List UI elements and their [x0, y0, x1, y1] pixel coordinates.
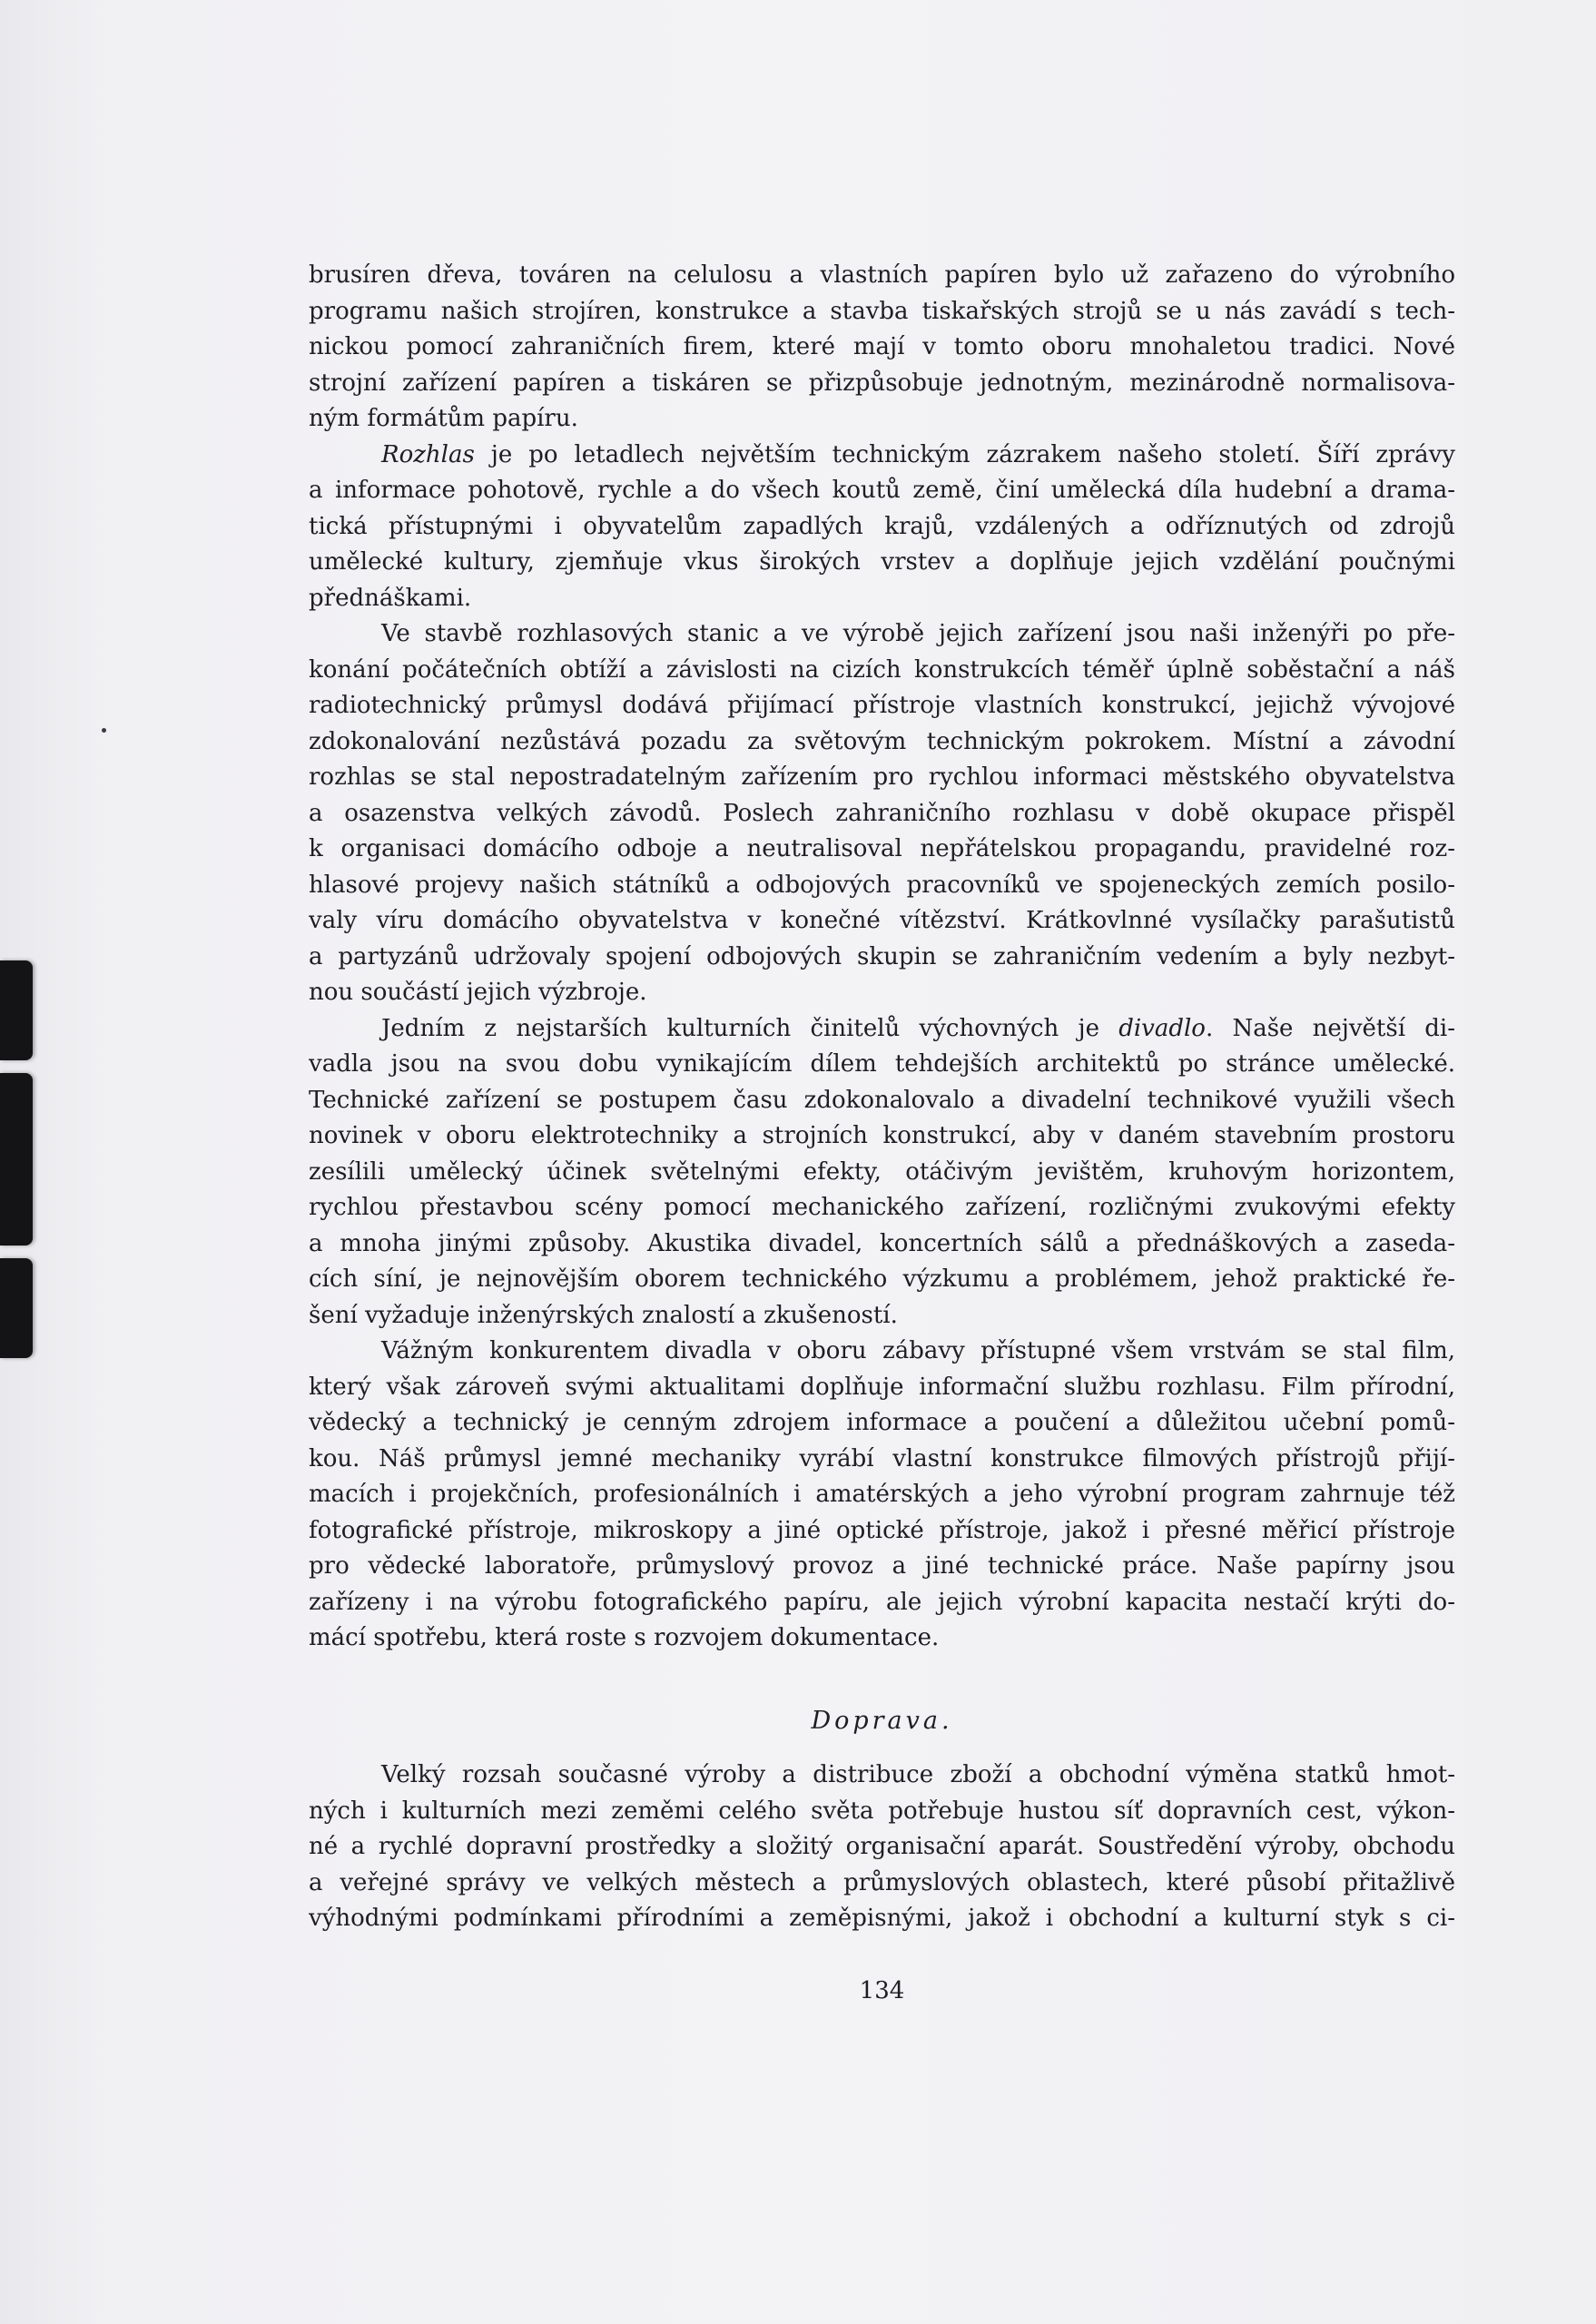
body-text-top [309, 258, 1455, 1657]
text-line: ných i kulturních mezi zeměmi celého světa potřebuje hustou síť dopravních cest, výkon- [309, 1797, 1455, 1825]
text-line: nou součástí jejich výzbroje. [309, 979, 647, 1006]
italic-term: Rozhlas [381, 440, 475, 468]
text-line: pro vědecké laboratoře, průmyslový provoz a jiné technické práce. Naše papírny jsou [309, 1552, 1455, 1580]
text-line: kou. Náš průmysl jemné mechaniky vyrábí vlastní konstrukce filmových přístrojů přijí- [309, 1444, 1455, 1472]
paragraph [309, 1334, 1455, 1657]
binding-clip-bottom [0, 1258, 33, 1358]
text-line: strojní zařízení papíren a tiskáren se přizpůsobuje jednotným, mezinárodně normalisova- [309, 369, 1455, 397]
text-line: hlasové projevy našich státníků a odbojových pracovníků ve spojeneckých zemích posilo- [309, 871, 1455, 899]
text-line: a mnoha jinými způsoby. Akustika divadel, koncertních sálů a přednáškových a zaseda- [309, 1229, 1455, 1257]
text-line: Velký rozsah současné výroby a distribuce zboží a obchodní výměna statků hmot- [381, 1761, 1455, 1788]
text-line: programu našich strojíren, konstrukce a stavba tiskařských strojů se u nás zavádí s tech- [309, 297, 1455, 325]
text-line: konání počátečních obtíží a závislosti na cizích konstrukcích téměř úplně soběstační a náš [309, 655, 1455, 684]
text-line: Ve stavbě rozhlasových stanic a ve výrobě jejich zařízení jsou naši inženýři po pře- [381, 620, 1455, 647]
page-number: 134 [859, 1977, 905, 2004]
text-line: novinek v oboru elektrotechniky a strojních konstrukcí, aby v daném stavebním prostoru [309, 1122, 1455, 1149]
text-line: a partyzánů udržovaly spojení odbojových skupin se zahraničním vedením a byly nezbyt- [309, 942, 1455, 970]
text-line: umělecké kultury, zjemňuje vkus širokých vrstev a doplňuje jejich vzdělání poučnými [309, 548, 1455, 576]
text-line: zdokonalování nezůstává pozadu za světovým technickým pokrokem. Místní a závodní [309, 727, 1455, 755]
text-line: né a rychlé dopravní prostředky a složitý organisační aparát. Soustředění výroby, obchodu [309, 1833, 1455, 1860]
text-line: radiotechnický průmysl dodává přijímací přístroje vlastních konstrukcí, jejichž vývojové [309, 692, 1455, 719]
text-line: přednáškami. [309, 584, 472, 612]
paragraph [309, 438, 1455, 617]
text-line: cích síní, je nejnovějším oborem technického výzkumu a problémem, jehož praktické ře- [309, 1265, 1455, 1293]
text-line [309, 1011, 1455, 1048]
paper-speck [102, 728, 106, 733]
binding-clip-middle [0, 1073, 33, 1246]
text-line: a veřejné správy ve velkých městech a průmyslových oblastech, které působí přitažlivě [309, 1868, 1455, 1896]
binding-clip-top [0, 960, 33, 1060]
text-line: výhodnými podmínkami přírodními a zeměpisnými, jakož i obchodní a kulturní styk s ci- [309, 1905, 1455, 1932]
text-span: Jedním z nejstarších kulturních činitelů výchovných je [381, 1014, 1119, 1042]
text-line: brusíren dřeva, továren na celulosu a vlastních papíren bylo už zařazeno do výrobního [309, 261, 1455, 289]
text-line: mácí spotřebu, která roste s rozvojem dokumentace. [309, 1624, 940, 1651]
text-line: ným formátům papíru. [309, 405, 578, 432]
italic-term: divadlo [1118, 1014, 1206, 1042]
paragraph [309, 1758, 1455, 1937]
text-line: a osazenstva velkých závodů. Poslech zahraničního rozhlasu v době okupace přispěl [309, 799, 1455, 827]
paragraph [309, 258, 1455, 438]
text-line: Vážným konkurentem divadla v oboru zábavy přístupné všem vrstvám se stal film, [381, 1337, 1455, 1364]
text-line [309, 438, 1455, 474]
text-line: vědecký a technický je cenným zdrojem informace a poučení a důležitou učební pomů- [309, 1409, 1455, 1436]
text-line: valy víru domácího obyvatelstva v konečné vítězství. Krátkovlnné vysílačky parašutistů [309, 907, 1455, 934]
text-line: vadla jsou na svou dobu vynikajícím dílem tehdejších architektů po stránce umělecké. [309, 1050, 1455, 1078]
text-line: a informace pohotově, rychle a do všech koutů země, činí umělecká díla hudební a drama- [309, 477, 1455, 504]
text-line: zařízeny i na výrobu fotografického papíru, ale jejich výrobní kapacita nestačí krýti do- [309, 1588, 1455, 1616]
body-text-bottom [309, 1758, 1455, 1937]
text-line: šení vyžaduje inženýrských znalostí a zkušeností. [309, 1301, 898, 1329]
text-span: je po letadlech největším technickým zázrakem našeho století. Šíří zprávy [474, 440, 1455, 468]
text-line: tická přístupnými i obyvatelům zapadlých krajů, vzdálených a odříznutých od zdrojů [309, 512, 1455, 540]
text-line: rychlou přestavbou scény pomocí mechanického zařízení, rozličnými zvukovými efekty [309, 1194, 1455, 1221]
text-line: Technické zařízení se postupem času zdokonalovalo a divadelní technikové využili všech [309, 1086, 1455, 1114]
paragraph [309, 1011, 1455, 1334]
text-line: nickou pomocí zahraničních firem, které mají v tomto oboru mnohaletou tradici. Nové [309, 333, 1455, 360]
paragraph [309, 616, 1455, 1011]
text-line: k organisaci domácího odboje a neutralisoval nepřátelskou propagandu, pravidelné roz- [309, 835, 1455, 862]
text-line: zesílili umělecký účinek světelnými efekty, otáčivým jevištěm, kruhovým horizontem, [309, 1157, 1455, 1186]
section-heading: Doprava. [811, 1707, 953, 1735]
text-line: který však zároveň svými aktualitami doplňuje informační službu rozhlasu. Film přírodní, [309, 1373, 1455, 1401]
text-line: fotografické přístroje, mikroskopy a jiné optické přístroje, jakož i přesné měřicí přístroje [309, 1516, 1455, 1544]
text-line: macích i projekčních, profesionálních i amatérských a jeho výrobní program zahrnuje též [309, 1481, 1455, 1508]
text-span: . Naše největší di- [1205, 1014, 1455, 1042]
text-line: rozhlas se stal nepostradatelným zařízením pro rychlou informaci městského obyvatelstva [309, 763, 1455, 791]
